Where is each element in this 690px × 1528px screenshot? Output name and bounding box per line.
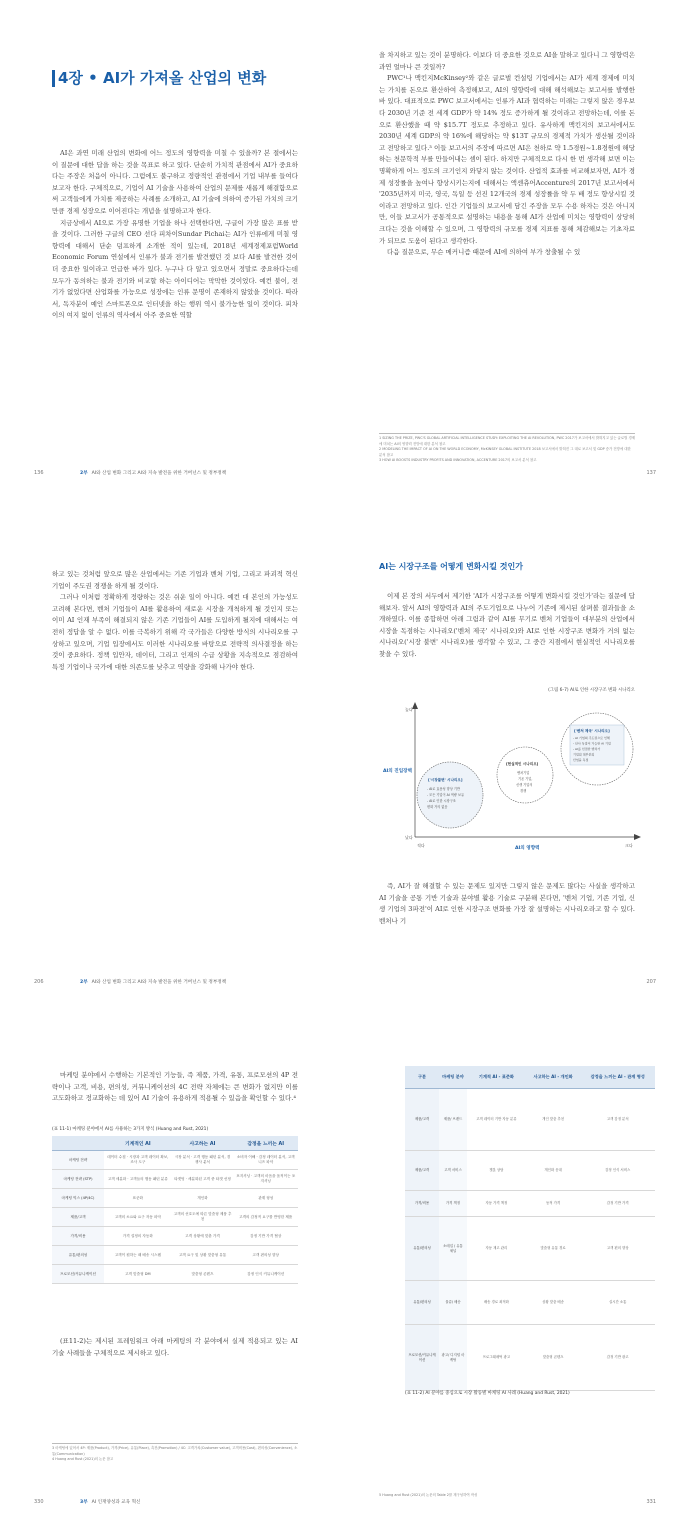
table-cell: 시장 분석 · 고객 행동 패턴 분석, 경쟁사 분석 bbox=[172, 1151, 234, 1170]
table-cell: 상황 맞춤 배송 bbox=[526, 1281, 581, 1325]
body-text bbox=[379, 50, 635, 259]
table-header: 기계적인 AI bbox=[104, 1136, 172, 1151]
table-cell: 물류/ 배송 bbox=[439, 1281, 467, 1325]
table-row bbox=[52, 1227, 298, 1246]
table-header: 사고하는 AI bbox=[172, 1136, 234, 1151]
table-cell: 소매업 / 유통 채널 bbox=[439, 1217, 467, 1281]
table-cell: 고객 맞춤형 DM bbox=[104, 1265, 172, 1284]
running-chapter: 2부 bbox=[80, 471, 88, 476]
table-cell: 마케팅 전략 (STP) bbox=[52, 1170, 104, 1189]
table-row bbox=[52, 1151, 298, 1170]
body-text bbox=[52, 148, 298, 322]
table-cell: 고객 서비스 bbox=[439, 1151, 467, 1191]
scenario-right-line: - AI를 선점한 벤처가 bbox=[573, 747, 601, 751]
table-cell: 감정 기반 광고 bbox=[580, 1325, 655, 1391]
footnote: 3 HOW AI BOOSTS INDUSTRY PROFITS AND INNOVATION, ACCENTURE 2017의 보고서 분석 참고 bbox=[379, 458, 537, 463]
y-high-label: 높다 bbox=[405, 707, 413, 712]
table-cell: 마케팅 전략 bbox=[52, 1151, 104, 1170]
y-low-label: 낮다 bbox=[405, 835, 413, 840]
table-header: 사고하는 AI - 개인화 bbox=[526, 1066, 581, 1089]
scenario-left-line: - AI로 인한 시장구조 bbox=[427, 799, 456, 803]
table-row bbox=[52, 1246, 298, 1265]
table-header-row bbox=[52, 1136, 298, 1151]
marketing-ai-table bbox=[52, 1136, 298, 1284]
scenario-left-line: - AI로 효용성 향상 기반 bbox=[427, 787, 460, 791]
paragraph: AI은 과연 미래 산업의 변화에 어느 정도의 영향력을 미칠 수 있을까? 본 절에서는 이 질문에 대한 답을 하는 것을 목표로 하고 있다. 단순히 가치적 관점에서 AI가 중요하다는 주장은 처음이 아니다. 그럼에도 불구하고 정량적인 관점에서 기업 내부를 들여다보고자 한다. 구체적으로, 기업이 AI 기술을 사용하여 산업의 문제를 새롭게 해결함으로써 고객들에게 가치를 제공하는 사례를 소개하고, AI 기술에 의하여 증가된 가치의 크기만큼 경제 성장으로 이어진다는 개념을 설명하고자 한다. bbox=[52, 149, 298, 215]
running-title: AI와 산업 변화 그리고 AI와 지속 발전을 위한 거버넌스 및 정부정책 bbox=[91, 980, 227, 985]
table-cell: 데이터 수집 · 시장과 고객 데이터 확보, 조사 도구 bbox=[104, 1151, 172, 1170]
market-structure-diagram bbox=[375, 697, 645, 857]
footnote: 1 SIZING THE PRIZE, PWC'S GLOBAL ARTIFICIAL INTELLIGENCE STUDY: EXPLOITING THE AI REVOLUTION, PWC 2017가 보고서에서 밝혀지고 있는 글로벌 경제에 미치는 AI의 영향력 전망에 대한 분석 참고 bbox=[379, 436, 636, 446]
running-chapter: 2부 bbox=[80, 980, 88, 985]
table-cell: 타겟팅 · 세분화된 고객 중 타겟 선정 bbox=[172, 1170, 234, 1189]
table-header-row bbox=[405, 1066, 655, 1089]
table-cell: 제품/고객 bbox=[405, 1151, 439, 1191]
table-cell: 가격/비용 bbox=[405, 1191, 439, 1217]
table-row bbox=[405, 1217, 655, 1281]
section-title: AI는 시장구조를 어떻게 변화시킬 것인가 bbox=[379, 562, 523, 571]
running-header bbox=[80, 1499, 140, 1505]
page-207 bbox=[345, 509, 690, 1018]
scenario-mid-line: 경쟁 bbox=[520, 789, 527, 793]
table-row bbox=[52, 1265, 298, 1284]
x-axis-arrow bbox=[634, 834, 641, 840]
table-cell: 고객 감정 분석 bbox=[580, 1089, 655, 1151]
table-cell: 감정 기반 가격 bbox=[580, 1191, 655, 1217]
footnotes bbox=[52, 1443, 298, 1463]
scenario-left-line: 변화 거의 없음 bbox=[427, 805, 448, 809]
running-header bbox=[80, 470, 226, 476]
table-cell: 배송 경로 최적화 bbox=[467, 1281, 526, 1325]
paragraph: 하고 있는 것처럼 앞으로 많은 산업에서는 기존 기업과 벤처 기업, 그리고 파괴적 혁신기업이 주도권 경쟁을 하게 될 것이다. bbox=[52, 570, 298, 590]
table-cell: 개인 맞춤 추천 bbox=[526, 1089, 581, 1151]
page-206 bbox=[0, 509, 345, 1018]
table-cell: 고객의 선호도에 따른 맞춤형 제품 추천 bbox=[172, 1208, 234, 1227]
table-cell: 프로모션/커뮤니케이션 bbox=[405, 1325, 439, 1391]
running-title: AI와 산업 변화 그리고 AI와 지속 발전을 위한 거버넌스 및 정부정책 bbox=[91, 471, 227, 476]
table-row bbox=[405, 1325, 655, 1391]
page-number: 136 bbox=[34, 470, 44, 476]
body-text bbox=[379, 591, 635, 661]
paragraph: PWC¹나 맥킨지McKinsey²와 같은 글로벌 컨설팅 기업에서는 AI가 세계 경제에 미치는 가치를 돈으로 환산하여 측정해보고, AI의 영향력에 대해 해석해보는 보고서를 발행한 바 있다. 대표적으로 PWC 보고서에서는 인류가 AI과 협력하는 미래는 그렇지 않은 경우보다 2030년 기준 전 세계 GDP가 약 14% 정도 증가하게 될 것이라고 전망하는데, 이를 돈으로 환산했을 때 약 $15.7T 정도로 추정하고 있다. 유사하게 맥킨지의 보고서에서도 2030년 세계 GDP의 약 16%에 해당하는 약 $13T 규모의 경제적 가치가 생산될 것이라고 전망하고 있다.³ 이들 보고서의 주장에 따르면 AI은 천하로 약 1.5경원~1.8경원에 해당하는 천문학적 부를 만들어내는 셈이 된다. 하지만 구체적으로 다시 한 번 생각해 보면 이는 명확하게 어느 정도의 크기인지 와닿지 않는 것이다. 산업적 효과를 비교해보자면, AI가 경제 성장률을 높여나 향상시키는지에 대해서는 액센츄어Accenture의 2017년 보고서에서 '2035년까지 미국, 영국, 독일 등 선진 12개국의 경제 성장률을 약 두 배 정도 향상시킬 것이라고 전망하고 있다. 인간 기업들의 보고서에 담긴 주장을 모두 수용 하자는 것은 아니지만, 이들 보고서가 공통적으로 설명하는 내용을 통해 AI가 산업에 미치는 영향력이 상당히 크다는 것을 이해할 수 있으며, 그 영향력의 규모를 경제 지표를 통해 체감해보는 기초자료가 되므로 도움이 된다고 생각한다. bbox=[379, 74, 635, 245]
table-cell: 자동 가격 책정 bbox=[467, 1191, 526, 1217]
page-number: 206 bbox=[34, 979, 44, 985]
footnotes bbox=[379, 1491, 635, 1499]
table-cell: 고객 세분화 · 고객들의 행동 패턴 분류 bbox=[104, 1170, 172, 1189]
scenario-left-title: ['시장불변' 시나리오] bbox=[428, 778, 463, 782]
scenario-left-line: - 모든 기업이 AI 역량 보유 bbox=[427, 793, 465, 797]
body-text bbox=[52, 569, 298, 673]
scenario-right-line: 기업의 대부분의 bbox=[573, 752, 595, 757]
y-axis-label: AI의 진입장벽 bbox=[383, 769, 413, 774]
table-cell: 챗봇 상담 bbox=[467, 1151, 526, 1191]
footnote: 3 마케팅에 있어서 4P: 제품(Product), 가격(Price), 유통(Place), 촉진(Promotion) / 4C: 고객가치(Customer value), 고객비용(Cost), 편의성(Convenience), 소통(Communication) bbox=[52, 1446, 298, 1456]
table-row bbox=[405, 1089, 655, 1151]
table-caption: (표 11-1) 마케팅 분야에서 AI를 사용하는 3가지 방식 (Huang and Rust, 2021) bbox=[52, 1127, 209, 1132]
scenario-mid-line: 신생 기업의 bbox=[516, 783, 533, 787]
table-cell: 제품/고객 bbox=[52, 1208, 104, 1227]
table-cell: 감정 인식 커뮤니케이션 bbox=[233, 1265, 298, 1284]
table-cell: 포지셔닝 · 고객의 마음을 움직이는 포지셔닝 bbox=[233, 1170, 298, 1189]
table-cell: 고객 데이터 기반 자동 분류 bbox=[467, 1089, 526, 1151]
marketing-ai-cases-table bbox=[405, 1066, 655, 1391]
scenario-mid-circle bbox=[497, 747, 553, 803]
table-cell: 고객 편의성 향상 bbox=[233, 1246, 298, 1265]
table-cell: 고객 편의 향상 bbox=[580, 1217, 655, 1281]
table-header bbox=[52, 1136, 104, 1151]
scenario-right-line: 산업을 독점 bbox=[573, 758, 589, 762]
scenario-right-title: ['벤처 제국' 시나리오] bbox=[574, 729, 610, 733]
table-cell: 고객의 감정적 요구를 반영한 제품 bbox=[233, 1208, 298, 1227]
table-cell: 가격 설정의 자동화 bbox=[104, 1227, 172, 1246]
table-cell: 프로모션/커뮤니케이션 bbox=[52, 1265, 104, 1284]
table-header: 감정을 느끼는 AI - 관계 형성 bbox=[580, 1066, 655, 1089]
table-cell: 표준화 bbox=[104, 1189, 172, 1208]
table-cell: 고객 요구 및 상황 맞춤형 유통 bbox=[172, 1246, 234, 1265]
paragraph: 이제 본 장의 서두에서 제기한 'AI가 시장구조를 어떻게 변화시킬 것인가'라는 질문에 답해보자. 앞서 AI의 영향력과 AI의 주도기업으로 나누어 기존에 제시된 살펴볼 결과들을 소개하였다. 이를 종합하면 아래 그림과 같이 AI를 무기로 벤처 기업들이 대부분의 산업에서 시장을 독점하는 시나리오('벤처 제국' 시나리오)와 AI로 인한 시장구조 변화가 거의 없는 시나리오('시장 불변' 시나리오)를 생각할 수 있고, 그 중간 지점에서 현실적인 시나리오를 찾을 수 있다. bbox=[379, 592, 635, 658]
table-cell: 유통/편의성 bbox=[405, 1281, 439, 1325]
table-cell: 감정 기반 가격 협상 bbox=[233, 1227, 298, 1246]
table-cell: 유통/편의성 bbox=[405, 1217, 439, 1281]
x-axis-label: AI의 영향력 bbox=[515, 846, 540, 851]
scenario-mid-line: 벤처기업 bbox=[517, 771, 530, 775]
y-axis-arrow bbox=[412, 702, 418, 709]
table-cell: 고객이 원하는 때 배송 시스템 bbox=[104, 1246, 172, 1265]
table-row bbox=[52, 1189, 298, 1208]
paragraph: 을 차지하고 있는 것이 분명하다. 이보다 더 중요한 것으로 AI을 말하고 있다니 그 영향력은 과연 얼마나 큰 것일까? bbox=[379, 51, 635, 71]
table-cell: 맞춤형 유통 경로 bbox=[526, 1217, 581, 1281]
table-header: 감정을 느끼는 AI bbox=[233, 1136, 298, 1151]
figure-caption: (그림 6-7) AI로 인한 시장구조 변화 시나리오 bbox=[548, 688, 635, 693]
table-row bbox=[405, 1191, 655, 1217]
table-cell: 소비자 이해 · 감정 데이터 분석, 고객 니즈 파악 bbox=[233, 1151, 298, 1170]
page-number: 137 bbox=[646, 470, 656, 476]
table-header: 마케팅 분야 bbox=[439, 1066, 467, 1089]
table-cell: 맞춤형 콘텐츠 bbox=[172, 1265, 234, 1284]
table-cell: 고객의 소요와 요구 자동 파악 bbox=[104, 1208, 172, 1227]
footnote: 5 Huang and Rust (2021)의 논문의 Table 2를 재구성하여 작성 bbox=[379, 1493, 478, 1497]
table-row bbox=[405, 1281, 655, 1325]
body-text bbox=[52, 1070, 298, 1105]
running-header bbox=[80, 979, 226, 985]
table-caption: (표 11-2) AI 분야를 중심으로 시장 활동별 마케팅 AI 사례 (Huang and Rust, 2021) bbox=[405, 1391, 570, 1396]
table-cell: 관계 형성 bbox=[233, 1189, 298, 1208]
running-chapter: 3부 bbox=[80, 1500, 88, 1505]
table-cell: 고객 상황에 맞춘 가격 bbox=[172, 1227, 234, 1246]
table-row bbox=[52, 1208, 298, 1227]
page-number: 330 bbox=[34, 1499, 44, 1505]
table-cell: 개인화 응대 bbox=[526, 1151, 581, 1191]
scenario-mid-line: 기존 기업, bbox=[518, 777, 533, 781]
paragraph: 즉, AI가 잘 해결할 수 있는 문제도 있지만 그렇지 않은 문제도 많다는 사실을 생각하고 AI 기술을 공통 기반 기술과 분야별 활용 기술로 구분해 본다면, '벤처 기업, 기존 기업, 신생 기업의 3파전'이 AI로 인한 시장구조 변화를 가장 잘 설명하는 시나리오라고 할 수 있다. 벤처나 기 bbox=[379, 882, 635, 925]
scenario-mid-title: [현실적인 시나리오] bbox=[506, 762, 539, 766]
scenario-right-line: - AI 기업의 주도권으로 인해 bbox=[573, 736, 610, 740]
paragraph: 지금상에서 AI으로 가장 유명한 기업을 하나 선택한다면, 구글이 가장 많은 표를 받을 것이다. 그러한 구글의 CEO 선다 피차이Sundar Pichai는 AI가 인류에게 미칠 영향력에 대해서 단순 덤프하게 소개한 적이 있는데, 2018년 세계경제포럼World Economic Forum 연설에서 인류가 불과 전기를 발견했던 것 보다 AI를 발견한 것이 더 중요한 일이라고 언급한 바가 있다. 누구나 다 알고 있으면서 정말로 중요하다는데 모두가 동의하는 불과 전기와 비교할 하는 아이디어는 막막한 것이었다. 예컨 불이, 전기가 없었다면 산업화를 가능으로 성장에는 인류 문명이 존재하지 않았을 것이다. 따라서, 독자분이 예인 스마트폰으로 인터넷을 하는 행위 역시 불가능한 일이 것이다. 피차이의 여지 없이 인류의 역사에서 아주 중요한 역할 bbox=[52, 218, 298, 320]
table-cell: 제품/고객 bbox=[405, 1089, 439, 1151]
paragraph: 다음 질문으로, 무슨 메커니즘 때문에 AI에 의하여 부가 창출될 수 있 bbox=[387, 248, 581, 257]
page-331 bbox=[345, 1018, 690, 1528]
page-number: 331 bbox=[646, 1499, 656, 1505]
table-cell: 프로그래매틱 광고 bbox=[467, 1325, 526, 1391]
chapter-title: 4장 • AI가 가져올 산업의 변화 bbox=[52, 70, 266, 87]
table-cell: 제품/ 브랜드 bbox=[439, 1089, 467, 1151]
page-137 bbox=[345, 0, 690, 509]
paragraph: 마케팅 분야에서 수행하는 기본적인 기능들, 즉 제품, 가격, 유통, 프로모션의 4P 전략이나 고객, 비용, 편의성, 커뮤니케이션의 4C 전략 자체에는 큰 변화가 없지만 이를 고도화하고 정교화하는 데 있어 AI 기술이 유용하게 적용될 수 있음을 확인할 수 있다.⁴ bbox=[52, 1071, 298, 1103]
table-cell: 가격 책정 bbox=[439, 1191, 467, 1217]
running-title: AI 인재양성과 교육 혁신 bbox=[91, 1500, 141, 1505]
table-cell: 감정 인식 서비스 bbox=[580, 1151, 655, 1191]
table-cell: 광고/ 디지털 마케팅 bbox=[439, 1325, 467, 1391]
table-cell: 자동 재고 관리 bbox=[467, 1217, 526, 1281]
paragraph: 그러나 이처럼 정확하게 정량하는 것은 쉬운 일이 아니다. 예컨 대 본인의 가능성도 고려해 본다면, 벤처 기업들이 AI를 활용하여 새로운 시장을 개척하게 될 것인지 또는 이미 AI 인재 부족이 해결되지 않은 기존 기업들이 AI를 도입하게 될지에 대해서는 여전히 정답을 알 수 없다. 이를 극복하기 위해 각 국가들은 다양한 방식의 시나리오를 구상하고 있으며, 기업 입장에서도 이러한 시나리오를 바탕으로 전략적 의사결정을 하는 것이 중요하다. 정책 입안자, 데이터, 그리고 인재의 수급 상황을 지속적으로 점검하여 특정 기업이나 국가에 대한 의존도를 낮추고 역량을 강화해 나가야 한다. bbox=[52, 593, 298, 671]
body-text bbox=[52, 1336, 298, 1359]
body-text bbox=[379, 881, 635, 927]
footnote: 4 Huang and Rust (2021)의 논문 참고 bbox=[52, 1457, 114, 1462]
page-136 bbox=[0, 0, 345, 509]
table-cell: 가격/비용 bbox=[52, 1227, 104, 1246]
table-cell: 실시간 소통 bbox=[580, 1281, 655, 1325]
table-row bbox=[52, 1170, 298, 1189]
table-header: 구분 bbox=[405, 1066, 439, 1089]
table-cell: 유통/편의성 bbox=[52, 1246, 104, 1265]
paragraph: (표11-2)는 제시된 프레임워크 아래 마케팅의 각 분야에서 실제 적용되고 있는 AI 기술 사례들을 구체적으로 제시하고 있다. bbox=[52, 1337, 298, 1357]
x-low-label: 적다 bbox=[417, 843, 425, 848]
footnotes bbox=[379, 433, 635, 464]
table-cell: 맞춤형 콘텐츠 bbox=[526, 1325, 581, 1391]
scenario-right-line: - 산사 독점이 가능한 AI 기업 bbox=[573, 741, 611, 746]
page-330 bbox=[0, 1018, 345, 1528]
x-high-label: 크다 bbox=[625, 843, 633, 848]
footnote: 2 MODELING THE IMPACT OF AI ON THE WORLD ECONOMY, McKINSEY GLOBAL INSTITUTE 2018 보고서에서 밝혀진 그 대로 보고서 및 GDP 증가 전망에 대한 분석 참고 bbox=[379, 447, 631, 457]
table-cell: 동적 가격 bbox=[526, 1191, 581, 1217]
table-row bbox=[405, 1151, 655, 1191]
table-cell: 개인화 bbox=[172, 1189, 234, 1208]
table-header: 기계적 AI - 표준화 bbox=[467, 1066, 526, 1089]
table-cell: 마케팅 믹스 (4P/4C) bbox=[52, 1189, 104, 1208]
page-number: 207 bbox=[646, 979, 656, 985]
